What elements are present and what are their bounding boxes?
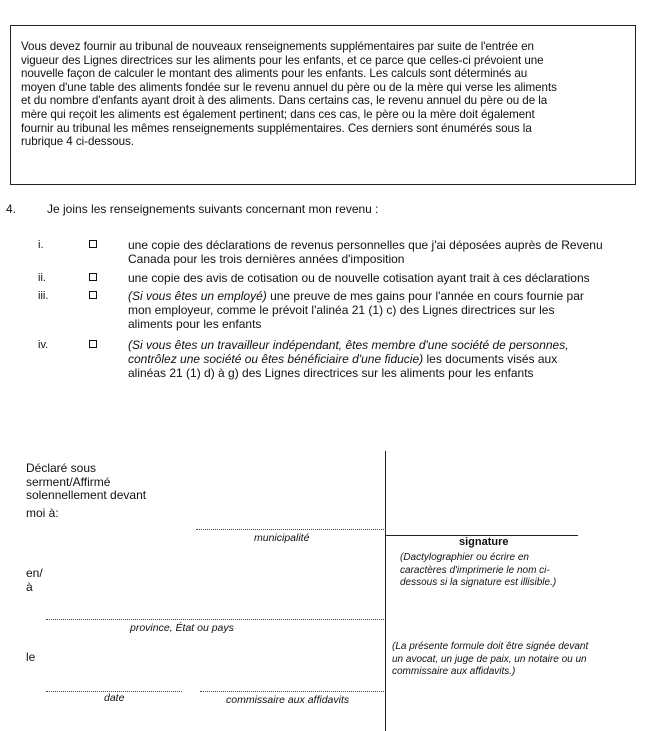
item-line: une copie des avis de cotisation ou de nouvelle cotisation ayant trait à ces déclarations xyxy=(128,271,590,285)
at-line: à xyxy=(26,579,33,594)
notice-line: nouvelle façon de calculer le montant des aliments pour les enfants. Les calculs sont déterminés au xyxy=(21,67,528,81)
item-roman: iv. xyxy=(38,339,49,351)
notice-line: vigueur des Lignes directrices sur les aliments pour les enfants, et ce parce que celles-ci prévoient une xyxy=(21,53,544,67)
checkbox-iii[interactable] xyxy=(89,291,97,299)
item-italic: (Si vous êtes un employé) xyxy=(128,289,267,303)
section-number: 4. xyxy=(6,202,17,216)
notice-line: et du nombre d'enfants ayant droit à des aliments. Dans certains cas, le revenu annuel du père ou de la xyxy=(21,94,548,108)
notice-box xyxy=(10,25,636,185)
declared-line: moi à: xyxy=(26,505,59,520)
item-text xyxy=(128,238,648,266)
item-text xyxy=(128,289,648,331)
province-line[interactable] xyxy=(46,619,384,620)
notice-line: mère qui reçoit les aliments est également pertinent; dans ces cas, le père ou la mère doit également xyxy=(21,107,535,121)
at-line: en/ xyxy=(26,566,43,580)
item-line: une copie des déclarations de revenus personnelles que j'ai déposées auprès de Revenu xyxy=(128,238,603,252)
item-line: alinéas 21 (1) d) à g) des Lignes directrices sur les aliments pour les enfants xyxy=(128,366,534,380)
signature-note: (Dactylographier ou écrire en caractères d'imprimerie le nom ci-dessous si la signature est illisible.) xyxy=(400,552,557,588)
declared-line: serment/Affirmé xyxy=(26,474,111,489)
date-label: date xyxy=(104,692,125,704)
checkbox-ii[interactable] xyxy=(89,273,97,281)
notice-line: moyen d'une table des aliments fondée sur le revenu annuel du père ou de la mère qui verse les aliments xyxy=(21,80,557,94)
item-text xyxy=(128,338,648,380)
section-intro: Je joins les renseignements suivants concernant mon revenu : xyxy=(47,202,379,216)
item-line: mon employeur, comme le prévoit l'alinéa 21 (1) c) des Lignes directrices sur les xyxy=(128,303,555,317)
item-italic: (Si vous êtes un travailleur indépendant, êtes membre d'une société de personnes, xyxy=(128,338,569,352)
form-note: (La présente formule doit être signée devant un avocat, un juge de paix, un notaire ou un commissaire aux affidavits.) xyxy=(392,641,589,677)
signature-label: signature xyxy=(459,536,509,548)
item-roman: ii. xyxy=(38,272,46,284)
on-label: le xyxy=(26,650,36,664)
declared-line: solennellement devant xyxy=(26,488,147,502)
at-label xyxy=(26,567,43,594)
item-roman: i. xyxy=(38,239,44,251)
commissioner-label: commissaire aux affidavits xyxy=(226,694,350,706)
declared-label xyxy=(26,462,146,520)
declared-line: Déclaré sous xyxy=(26,461,97,475)
item-line xyxy=(128,289,648,303)
item-line xyxy=(128,338,648,352)
item-line xyxy=(128,352,648,366)
item-italic: contrôlez une société ou êtes bénéficiaire d'une fiducie) xyxy=(128,352,424,366)
notice-line: rubrique 4 ci-dessous. xyxy=(21,135,134,149)
notice-line: fournir au tribunal les mêmes renseignements supplémentaires. Ces derniers sont énumérés sous la xyxy=(21,121,532,135)
item-text xyxy=(128,271,648,285)
item-line: Canada pour les trois dernières années d'imposition xyxy=(128,252,405,266)
vertical-divider xyxy=(385,451,386,731)
checkbox-i[interactable] xyxy=(89,240,97,248)
municipality-line[interactable] xyxy=(196,529,384,530)
notice-line: Vous devez fournir au tribunal de nouveaux renseignements supplémentaires par suite de l'entrée en xyxy=(21,40,534,53)
municipality-label: municipalité xyxy=(254,532,310,544)
commissioner-line[interactable] xyxy=(200,691,384,692)
item-line: aliments pour les enfants xyxy=(128,317,262,331)
item-rest: une preuve de mes gains pour l'année en cours fournie par xyxy=(266,289,584,303)
checkbox-iv[interactable] xyxy=(89,340,97,348)
item-roman: iii. xyxy=(38,290,49,302)
province-label: province, État ou pays xyxy=(130,622,234,634)
item-rest: les documents visés aux xyxy=(423,352,558,366)
